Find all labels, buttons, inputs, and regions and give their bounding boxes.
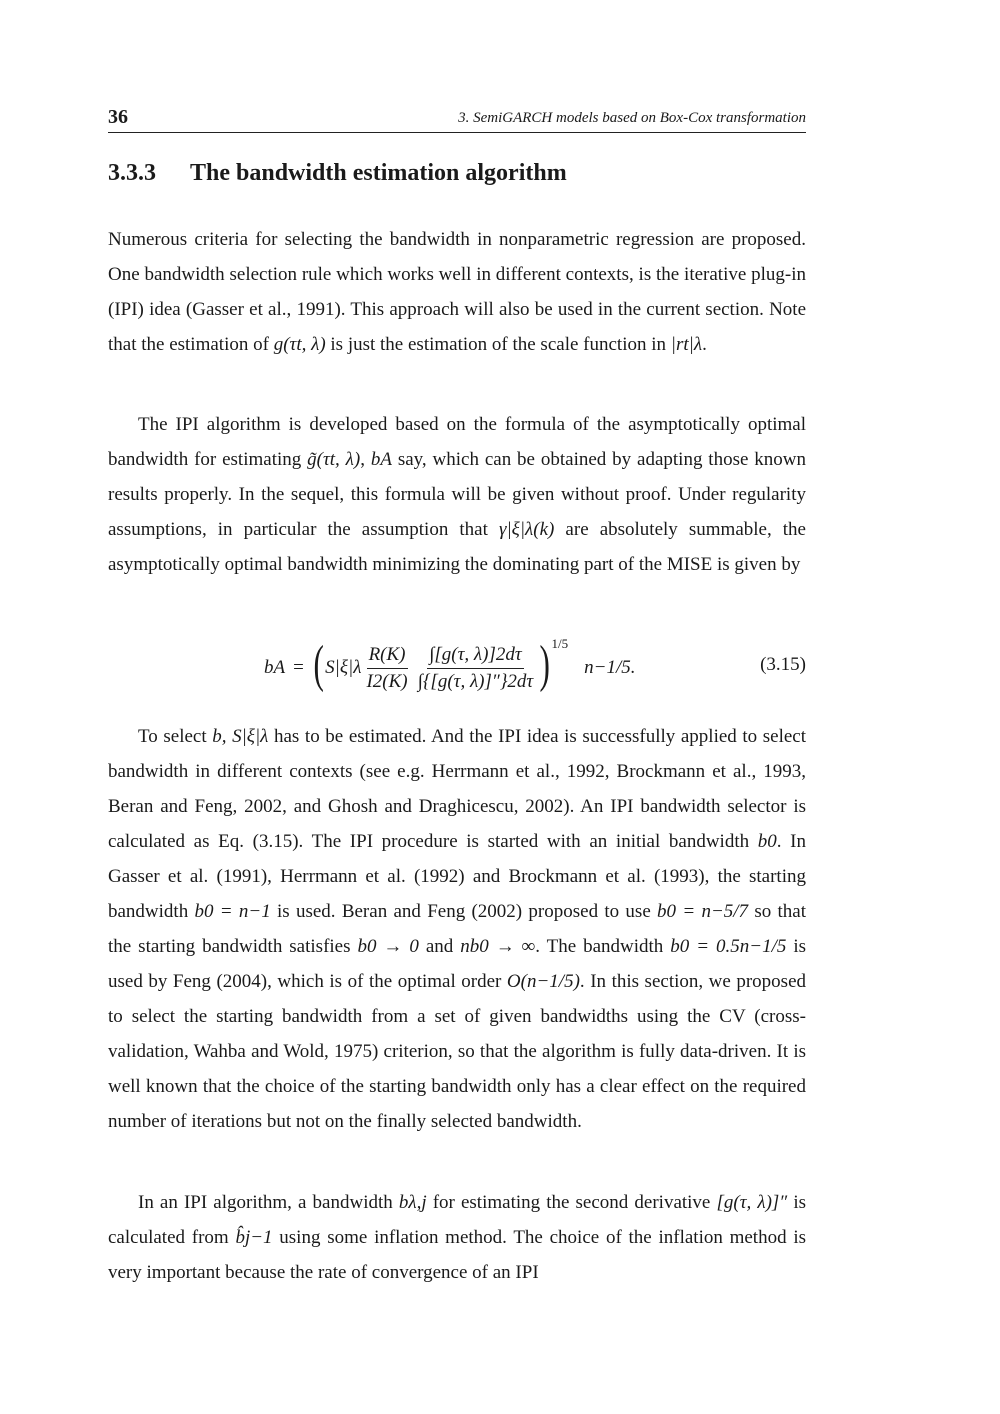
eq-outer-exponent: 1/5 [551,636,569,651]
equation-number: (3.15) [760,654,806,675]
inline-math: b̂j−1 [235,1227,273,1248]
equation-body [264,636,636,700]
inline-math: nb0 → ∞ [460,936,536,957]
eq-equals: = [293,657,304,678]
running-title: 3. SemiGARCH models based on Box-Cox transformation [458,110,806,126]
inline-math: b, S|ξ|λ [212,726,269,747]
inline-math: [g(τ, λ)]″ [716,1192,788,1213]
eq-scale-term: S|ξ|λ [325,657,362,678]
inline-math: b0 → 0 [357,936,419,957]
inline-math: b0 [757,831,777,852]
left-paren: ( [313,636,324,693]
inline-math: g̃(τt, λ) [307,449,361,470]
inline-math: bλ,j [398,1192,427,1213]
paragraph-4: In an IPI algorithm, a bandwidth bλ,j for estimating the second derivative [g(τ, λ)]″ is calculated from b̂j−1 using some inflation method. The choice of the inflation method is very important because the rate of convergence of an IPI [108,1192,807,1283]
inline-math: bA [370,449,392,470]
frac1-denominator: I2(K) [366,670,408,692]
inline-math: γ|ξ|λ(k) [498,519,555,540]
inline-math: |rt|λ [670,334,703,355]
section-title: The bandwidth estimation algorithm [190,160,567,186]
fraction-integrals [416,642,536,695]
paragraph-2: The IPI algorithm is developed based on the formula of the asymptotically optimal bandwidth for estimating g̃(τt, λ), bA say, which can be obtained by adapting those known results properly. In the sequel, this formula will be given without proof. Under regularity assumptions, in particular the assumption that γ|ξ|λ(k) are absolutely summable, the asymptotically optimal bandwidth minimizing the dominating part of the MISE is given by [108,414,806,575]
frac2-denominator: ∫{[g(τ, λ)]″}2dτ [417,670,534,692]
running-header [108,106,806,133]
section-number: 3.3.3 [108,160,156,186]
inline-math: b0 = 0.5n−1/5 [670,936,787,957]
right-paren: ) [539,636,551,693]
page-number: 36 [108,106,128,128]
inline-math: b0 = n−5/7 [657,901,749,922]
fraction-kernel [364,642,409,695]
frac1-numerator: R(K) [367,642,408,669]
frac2-numerator: ∫[g(τ, λ)]2dτ [427,642,523,669]
inline-math: b0 = n−1 [194,901,271,922]
eq-tail: n−1/5. [584,657,636,678]
inline-math: O(n−1/5) [506,971,580,992]
paragraph-1: Numerous criteria for selecting the bandwidth in nonparametric regression are proposed. One bandwidth selection rule which works well in different contexts, is the iterative plug-in (IPI) idea (Gasser et al., 1991). This approach will also be used in the current section. Note that the estimation of g(τt, λ) is just the estimation of the scale function in |rt|λ. [108,229,806,355]
section-heading [108,160,806,187]
equation-3-15 [108,636,806,700]
paragraph-3: To select b, S|ξ|λ has to be estimated. And the IPI idea is successfully applied to select bandwidth in different contexts (see e.g. Herrmann et al., 1992, Brockmann et al., 1993, Beran and Feng, 2002, and Ghosh and Draghicescu, 2002). An IPI bandwidth selector is calculated as Eq. (3.15). The IPI procedure is started with an initial bandwidth b0. In Gasser et al. (1991), Herrmann et al. (1992) and Brockmann et al. (1993), the starting bandwidth b0 = n−1 is used. Beran and Feng (2002) proposed to use b0 = n−5/7 so that the starting bandwidth satisfies b0 → 0 and nb0 → ∞. The bandwidth b0 = 0.5n−1/5 is used by Feng (2004), which is of the optimal order O(n−1/5). In this section, we proposed to select the starting bandwidth from a set of given bandwidths using the CV (cross-validation, Wahba and Wold, 1975) criterion, so that the algorithm is fully data-driven. It is well known that the choice of the starting bandwidth only has a clear effect on the required number of iterations but not on the finally selected bandwidth. [108,726,807,1132]
inline-math: g(τt, λ) [273,334,326,355]
eq-lhs: bA [264,657,286,678]
